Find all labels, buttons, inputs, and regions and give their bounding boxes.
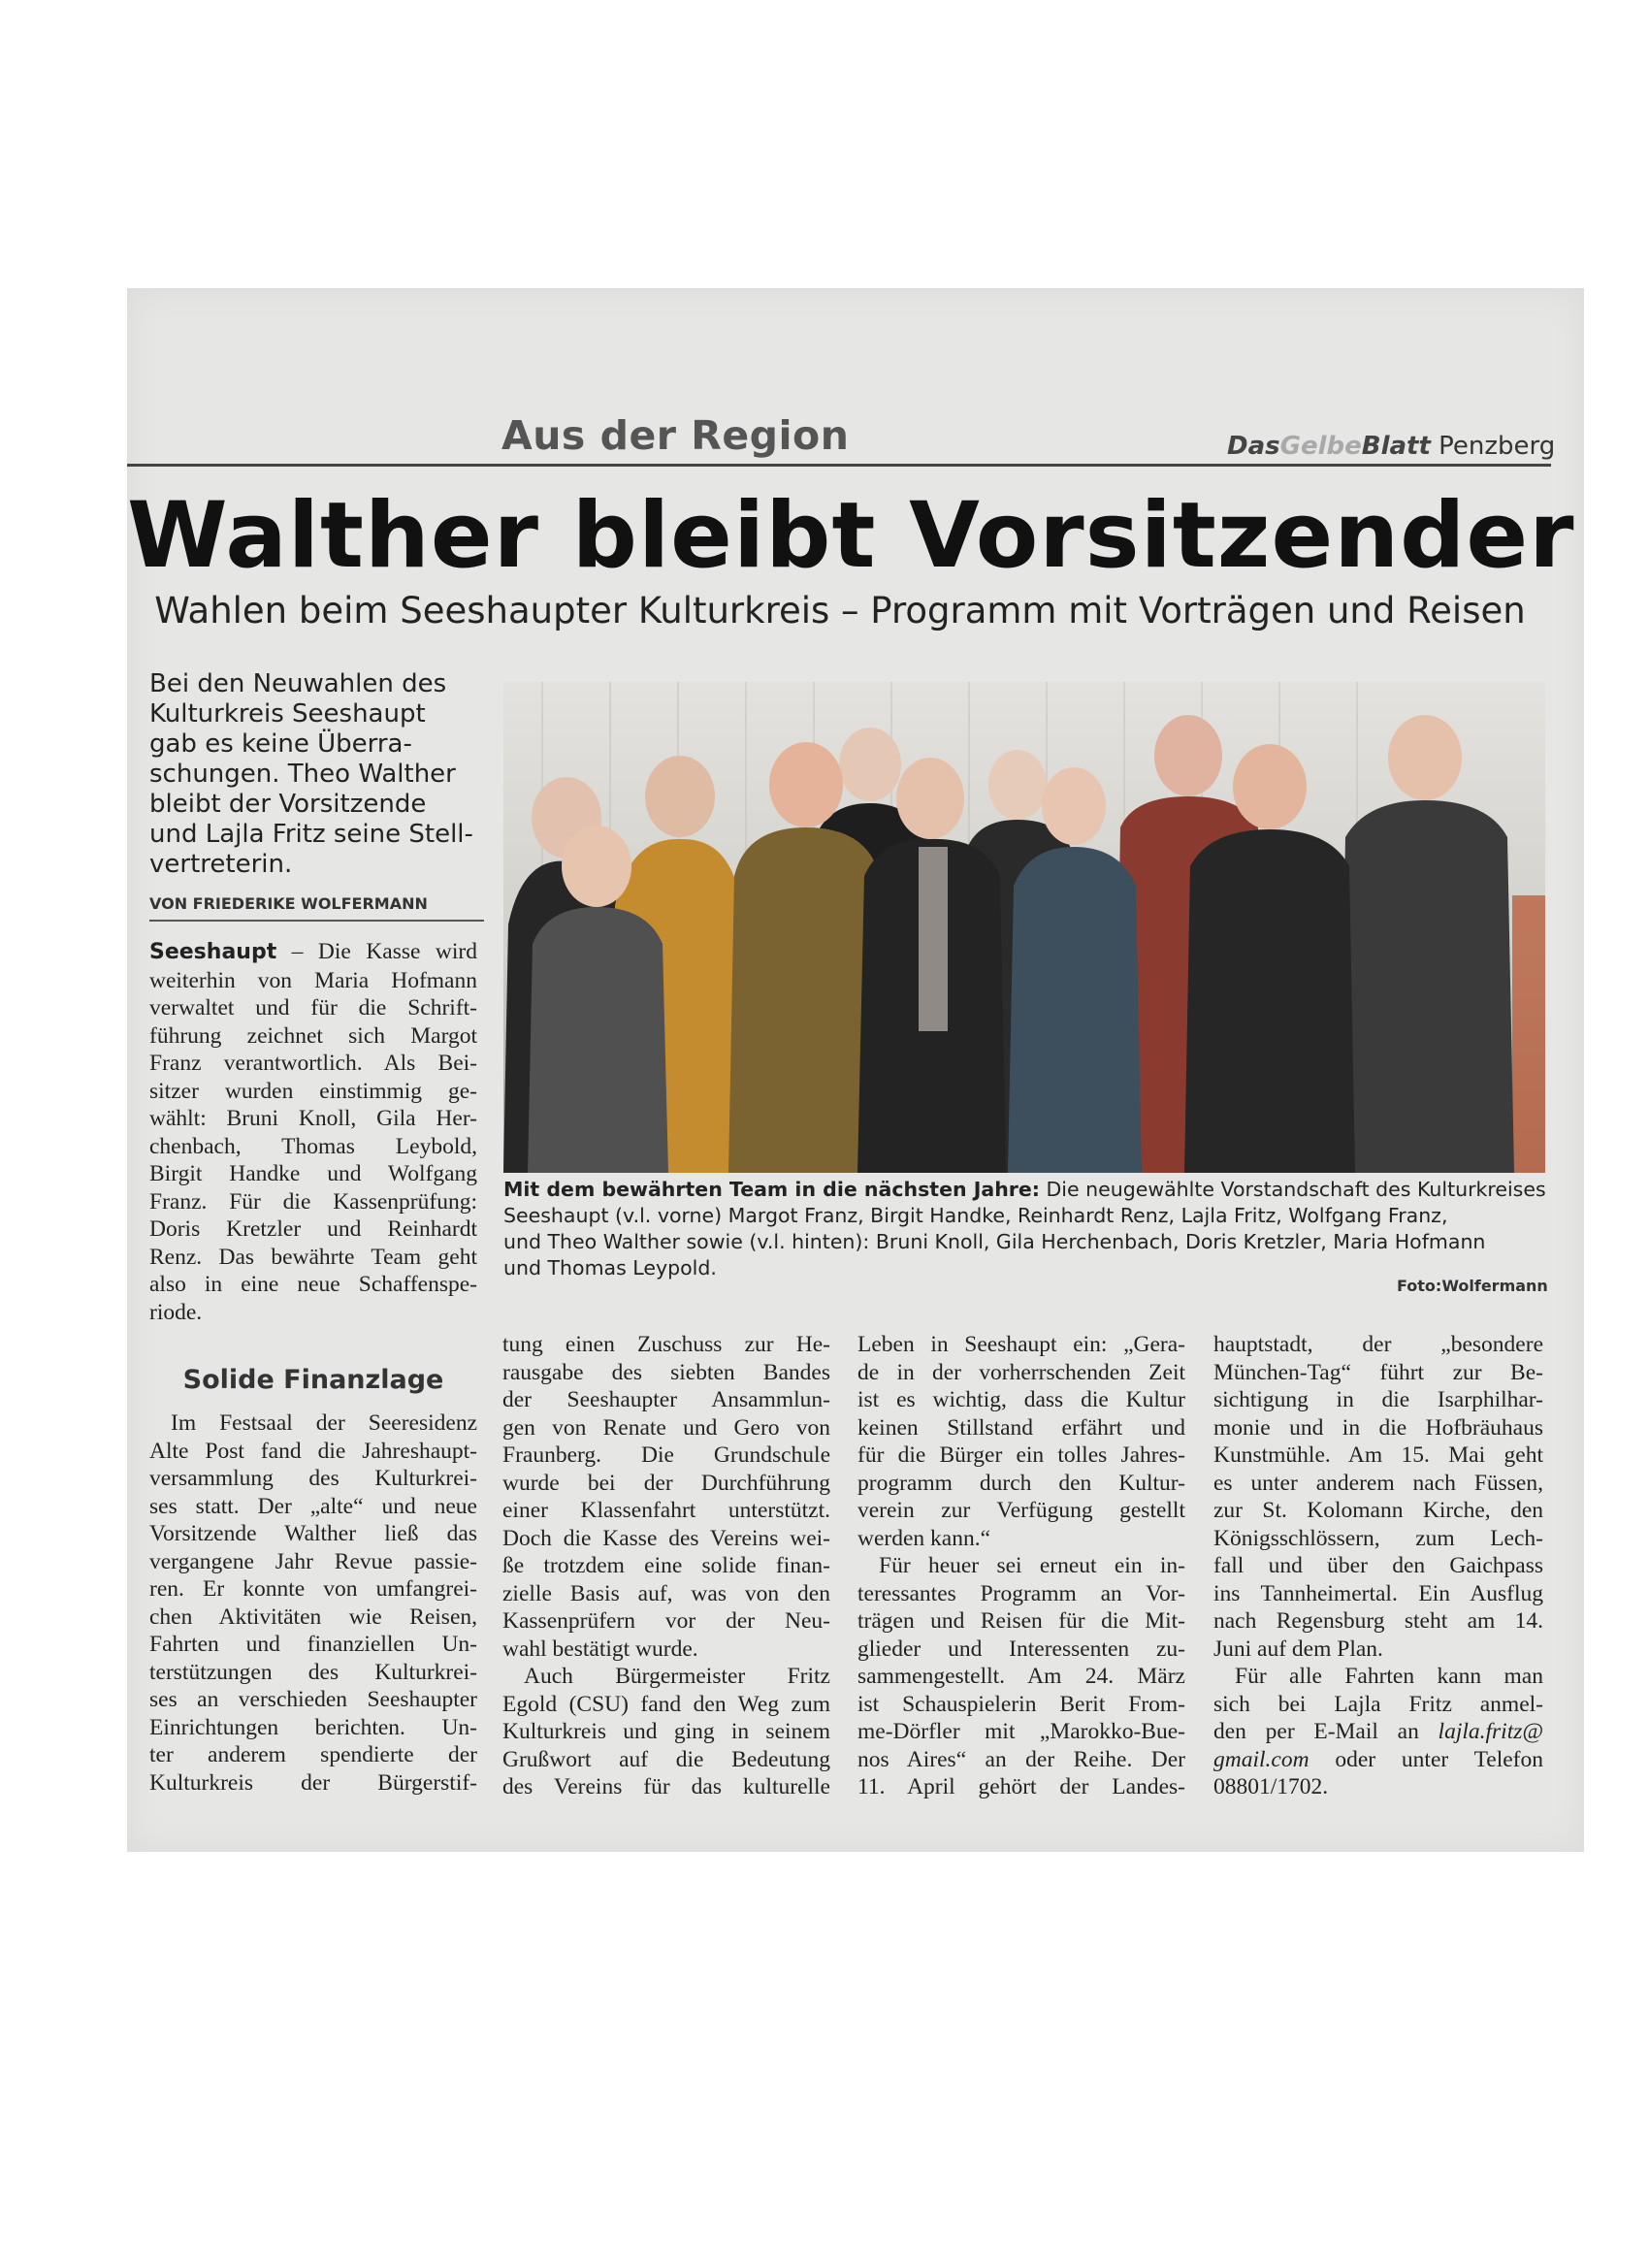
intro-line: Bei den Neuwahlen des: [149, 669, 447, 698]
column-line: nach Regensburg steht am 14.: [1213, 1608, 1543, 1634]
header-rule: [127, 464, 1551, 467]
edition-label: Penzberg: [1439, 432, 1556, 461]
column-line: wurde bei der Durchführung: [502, 1470, 830, 1496]
column-line: hauptstadt, der „besondere: [1213, 1332, 1543, 1357]
article-intro: [149, 669, 484, 880]
column-line: Franz. Für die Kassenprüfung:: [149, 1188, 477, 1215]
column-line: wählt: Bruni Knoll, Gila Her-: [149, 1106, 477, 1131]
column-line: also in eine neue Schaffenspe-: [149, 1272, 477, 1297]
column-line: 11. April gehört der Landes-: [857, 1774, 1185, 1799]
column-line: keinen Stillstand erfährt und: [857, 1414, 1185, 1441]
column-line: Seeshaupt – Die Kasse wird: [149, 939, 477, 964]
article-column-1-continued: [149, 1409, 477, 1797]
caption-lead: Mit dem bewährten Team in die nächsten Jahre:: [503, 1178, 1040, 1201]
column-line: gen von Renate und Gero von: [502, 1414, 830, 1441]
column-line: Doch die Kasse des Vereins wei-: [502, 1525, 830, 1551]
column-line: Für heuer sei erneut ein in-: [879, 1553, 1185, 1578]
headline: Walther bleibt Vorsitzender: [127, 483, 1575, 589]
column-line: Leben in Seeshaupt ein: „Gera-: [857, 1332, 1185, 1357]
column-line: Königsschlössern, zum Lech-: [1213, 1525, 1543, 1551]
column-line: führung zeichnet sich Margot: [149, 1022, 477, 1049]
column-line: Fahrten und finanziellen Un-: [149, 1632, 477, 1657]
column-line: ren. Er konnte von umfangrei-: [149, 1576, 477, 1602]
column-line: Einrichtungen berichten. Un-: [149, 1714, 477, 1740]
article-column-4: [1213, 1331, 1543, 1801]
column-line: Vorsitzende Walther ließ das: [149, 1521, 477, 1546]
photo-credit: Foto:Wolfermann: [1397, 1277, 1548, 1295]
email-address-part1: lajla.fritz@: [1438, 1719, 1544, 1744]
team-photo-image: [503, 682, 1545, 1173]
column-line: sitzer wurden einstimmig ge-: [149, 1078, 477, 1104]
intro-line: bleibt der Vorsitzende: [149, 790, 427, 819]
column-line: de in der vorherrschenden Zeit: [857, 1359, 1185, 1385]
team-photo: [503, 682, 1545, 1173]
column-line: Kulturkreis und ging in seinem: [502, 1719, 830, 1744]
email-address-part2: gmail.com: [1213, 1746, 1310, 1772]
intro-line: Kulturkreis Seeshaupt: [149, 699, 426, 729]
phone-number: 08801/1702.: [1213, 1774, 1329, 1799]
column-line: Kunstmühle. Am 15. Mai geht: [1213, 1442, 1543, 1468]
column-line: Für alle Fahrten kann man: [1235, 1664, 1543, 1689]
column-line: Egold (CSU) fand den Weg zum: [502, 1691, 830, 1717]
caption-line: Mit dem bewährten Team in die nächsten Jahre: Die neugewählte Vorstandschaft des Kulturkreises: [503, 1178, 1546, 1201]
subheadline: Wahlen beim Seeshaupter Kulturkreis – Programm mit Vorträgen und Reisen: [154, 590, 1526, 632]
column-line: Auch Bürgermeister Fritz: [524, 1664, 830, 1689]
article-column-1: [149, 938, 477, 1326]
column-line: sammengestellt. Am 24. März: [857, 1664, 1185, 1689]
column-line: glieder und Interessenten zu-: [857, 1636, 1185, 1662]
column-line: ter anderem spendierte der: [149, 1742, 477, 1767]
column-line: Kassenprüfern vor der Neu-: [502, 1608, 830, 1634]
column-line: Renz. Das bewährte Team geht: [149, 1244, 477, 1270]
column-line: Juni auf dem Plan.: [1213, 1636, 1383, 1662]
column-line: ins Tannheimertal. Ein Ausflug: [1213, 1580, 1543, 1606]
column-line: versammlung des Kulturkrei-: [149, 1466, 477, 1491]
column-line: vergangene Jahr Revue passie-: [149, 1548, 477, 1574]
column-line: der Seeshaupter Ansammlun-: [502, 1387, 830, 1412]
column-line: fall und über den Gaichpass: [1213, 1553, 1543, 1578]
column-line: nos Aires“ an der Reihe. Der: [857, 1746, 1185, 1772]
column-line: verein zur Verfügung gestellt: [857, 1498, 1185, 1523]
column-line: einer Klassenfahrt unterstützt.: [502, 1498, 830, 1523]
column-line: sichtigung in die Isarphilhar-: [1213, 1387, 1543, 1412]
byline: VON FRIEDERIKE WOLFERMANN: [149, 894, 428, 913]
column-line: Kulturkreis der Bürgerstif-: [149, 1769, 477, 1796]
column-line: zur St. Kolomann Kirche, den: [1213, 1498, 1543, 1523]
section-subtitle: Solide Finanzlage: [182, 1365, 444, 1395]
column-line: programm durch den Kultur-: [857, 1470, 1185, 1496]
caption-line: und Theo Walther sowie (v.l. hinten): Bruni Knoll, Gila Herchenbach, Doris Kretzler, Maria Hofmann: [503, 1230, 1486, 1253]
column-line: Franz verantwortlich. Als Bei-: [149, 1051, 477, 1076]
column-line: den per E-Mail an lajla.fritz@: [1213, 1719, 1544, 1744]
column-line: monie und in die Hofbräuhaus: [1213, 1414, 1543, 1441]
column-line: me-Dörfler mit „Marokko-Bue-: [857, 1719, 1185, 1744]
column-line: zielle Basis auf, was von den: [502, 1580, 830, 1606]
article-column-2: [502, 1331, 830, 1801]
column-line: München-Tag“ führt zur Be-: [1213, 1359, 1543, 1385]
column-line: chen Aktivitäten wie Reisen,: [149, 1604, 477, 1630]
article-column-3: [857, 1331, 1185, 1801]
column-line: ses statt. Der „alte“ und neue: [149, 1493, 477, 1519]
intro-line: und Lajla Fritz seine Stell-: [149, 820, 473, 849]
column-line: terstützungen des Kulturkrei-: [149, 1659, 477, 1685]
column-line: Fraunberg. Die Grundschule: [502, 1442, 830, 1468]
column-line: wahl bestätigt wurde.: [502, 1636, 698, 1662]
column-line: Alte Post fand die Jahreshaupt-: [149, 1438, 477, 1464]
column-line: teressantes Programm an Vor-: [857, 1580, 1185, 1606]
column-line: riode.: [149, 1299, 203, 1325]
column-line: Doris Kretzler und Reinhardt: [149, 1216, 477, 1242]
column-line: sich bei Lajla Fritz anmel-: [1213, 1691, 1543, 1717]
publication-logo: DasGelbeBlatt: [1227, 432, 1431, 461]
column-line: trägen und Reisen für die Mit-: [857, 1608, 1185, 1634]
column-line: für die Bürger ein tolles Jahres-: [857, 1442, 1185, 1468]
column-line: werden kann.“: [857, 1525, 991, 1551]
publication-masthead: [1227, 432, 1555, 461]
column-line: ße trotzdem eine solide finan-: [502, 1553, 830, 1578]
column-line: Grußwort auf die Bedeutung: [502, 1746, 830, 1772]
caption-line: Seeshaupt (v.l. vorne) Margot Franz, Birgit Handke, Reinhardt Renz, Lajla Fritz, Wolfgang Franz,: [503, 1204, 1448, 1227]
section-title: Aus der Region: [501, 412, 850, 459]
column-line: Birgit Handke und Wolfgang: [149, 1161, 477, 1186]
byline-rule: [149, 920, 484, 922]
column-line: ses an verschieden Seeshaupter: [149, 1687, 477, 1712]
photo-caption: [503, 1177, 1545, 1281]
column-line: tung einen Zuschuss zur He-: [502, 1332, 830, 1357]
caption-line: und Thomas Leypold.: [503, 1256, 717, 1280]
intro-line: gab es keine Überra-: [149, 729, 412, 759]
column-line: verwaltet und für die Schrift-: [149, 995, 477, 1021]
column-line: es unter anderem nach Füssen,: [1213, 1470, 1543, 1496]
dateline: Seeshaupt: [149, 940, 277, 964]
column-line: ist es wichtig, dass die Kultur: [857, 1387, 1185, 1412]
column-line: Im Festsaal der Seeresidenz: [171, 1410, 477, 1436]
column-line: des Vereins für das kulturelle: [502, 1774, 830, 1799]
intro-line: schungen. Theo Walther: [149, 760, 456, 789]
column-line: gmail.com oder unter Telefon: [1213, 1746, 1543, 1772]
column-line: weiterhin von Maria Hofmann: [149, 967, 477, 993]
intro-line: vertreterin.: [149, 850, 293, 879]
column-line: chenbach, Thomas Leybold,: [149, 1133, 477, 1159]
column-line: rausgabe des siebten Bandes: [502, 1359, 830, 1385]
column-line: ist Schauspielerin Berit From-: [857, 1691, 1185, 1717]
